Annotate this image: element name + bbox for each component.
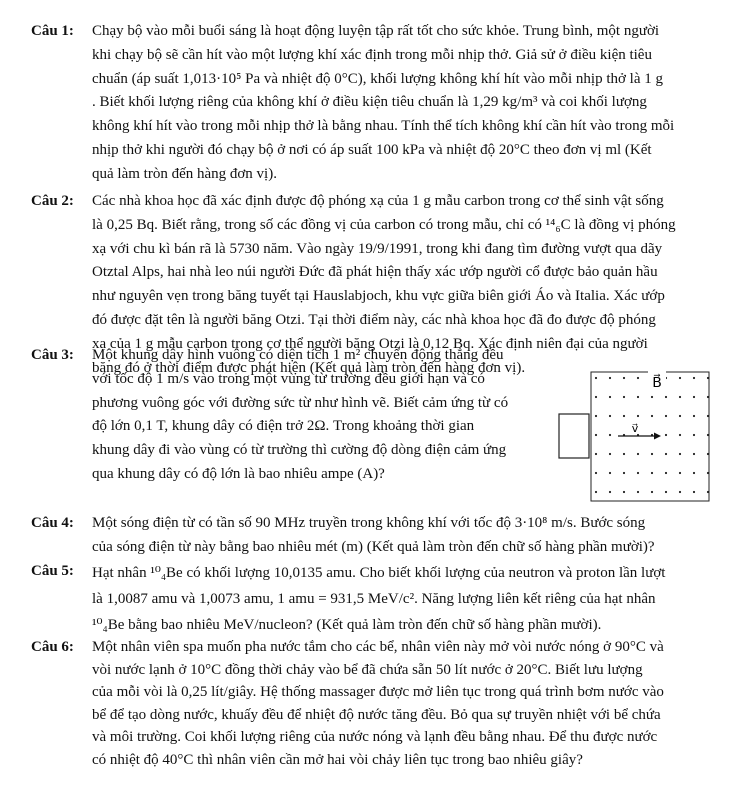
field-dot — [665, 453, 667, 455]
question-text — [92, 636, 710, 771]
field-dot — [623, 415, 625, 417]
field-dot — [665, 434, 667, 436]
field-dot — [637, 377, 639, 379]
text-line: qua khung dây có độ lớn là bao nhiêu ampe (A)? — [92, 465, 385, 482]
field-dot — [693, 491, 695, 493]
field-dot — [595, 415, 597, 417]
text-line: Một sóng điện từ có tần số 90 MHz truyền trong không khí với tốc độ 3·10⁸ m/s. Bước sóng — [92, 515, 646, 531]
field-dot — [651, 491, 653, 493]
field-dot — [707, 453, 709, 455]
velocity-arrowhead — [654, 433, 661, 440]
field-dot — [595, 491, 597, 493]
field-dot — [707, 377, 709, 379]
text-line: băng đó ở thời điểm được phát hiện (Kết quả làm tròn đến hàng đơn vị). — [92, 359, 526, 376]
field-dot — [637, 415, 639, 417]
field-dot — [693, 396, 695, 398]
text-line: bể để tạo dòng nước, khuấy đều để nhiệt độ nước tăng đều. Bỏ qua sự truyền nhiệt với bể chứa — [92, 706, 661, 723]
text-line: độ lớn 0,1 T, khung dây có điện trở 2Ω. Trong khoảng thời gian — [92, 418, 475, 435]
text-line: Một khung dây hình vuông có diện tích 1 m² chuyển động thẳng đều — [92, 347, 504, 363]
text-line: nhịp thở khi người đó chạy bộ ở nơi có áp suất 100 kPa và nhiệt độ 20°C theo đơn vị ml (Kết — [92, 141, 652, 158]
field-dot — [595, 396, 597, 398]
field-dot — [609, 491, 611, 493]
field-dot — [707, 472, 709, 474]
field-dot — [623, 472, 625, 474]
field-dot — [609, 396, 611, 398]
field-dot — [665, 472, 667, 474]
field-dot — [665, 491, 667, 493]
question-label: Câu 5: — [31, 563, 74, 579]
question-text — [92, 20, 710, 187]
field-dot — [609, 453, 611, 455]
field-dot — [651, 396, 653, 398]
field-dot — [679, 415, 681, 417]
field-dot — [595, 434, 597, 436]
velocity-label: v⃗ — [631, 423, 639, 435]
text-line: ¹⁰₄Be bằng bao nhiêu MeV/nucleon? (Kết quả làm tròn đến chữ số hàng phần mười). — [92, 617, 602, 633]
field-dot — [637, 453, 639, 455]
field-dot — [623, 491, 625, 493]
question-label: Câu 1: — [31, 23, 74, 39]
text-line: chuẩn (áp suất 1,013·10⁵ Pa và nhiệt độ 0°C), khối lượng không khí hít vào mỗi nhịp thở là 1 g — [92, 70, 663, 87]
field-dot — [637, 396, 639, 398]
field-dot — [595, 377, 597, 379]
question-label: Câu 6: — [31, 639, 74, 655]
field-dot — [707, 434, 709, 436]
field-dot — [651, 453, 653, 455]
field-dot — [693, 377, 695, 379]
text-line: Một nhân viên spa muốn pha nước tắm cho các bể, nhân viên này mở vòi nước nóng ở 90°C và — [92, 639, 664, 655]
field-dot — [693, 453, 695, 455]
field-dot — [707, 415, 709, 417]
field-dot — [595, 472, 597, 474]
field-dot — [651, 472, 653, 474]
text-line: Otztal Alps, hai nhà leo núi người Đức đã phát hiện thấy xác ướp người cổ được bảo quản hầu — [92, 264, 658, 281]
text-line: không khí hít vào trong mỗi nhịp thở là bằng nhau. Tính thể tích không khí cần hít vào trong mỗi — [92, 118, 675, 135]
field-dot — [679, 453, 681, 455]
field-dot — [637, 472, 639, 474]
field-dot — [651, 415, 653, 417]
field-dot — [679, 472, 681, 474]
field-dot — [707, 396, 709, 398]
field-dot — [609, 434, 611, 436]
text-line: có nhiệt độ 40°C thì nhân viên cần mở hai vòi chảy liên tục trong bao nhiêu giây? — [92, 751, 583, 768]
question-text — [92, 344, 554, 487]
text-line: của mỗi vòi là 0,25 lít/giây. Hệ thống massager được mở liên tục trong quá trình bơm nước vào — [92, 684, 664, 700]
field-dot — [679, 434, 681, 436]
field-dot — [693, 434, 695, 436]
question-label: Câu 3: — [31, 347, 74, 363]
text-line: xạ của 1 g mẫu carbon trong cơ thể người băng Otzi là 0,12 Bq. Xác định niên đại của người — [92, 335, 648, 352]
field-dot — [623, 396, 625, 398]
field-dots — [595, 377, 709, 493]
field-dot — [665, 415, 667, 417]
field-label: B⃗ — [652, 376, 662, 391]
text-line: của sóng điện từ này bằng bao nhiêu mét (m) (Kết quả làm tròn đến chữ số hàng phần mười)? — [92, 538, 655, 555]
text-line: Các nhà khoa học đã xác định được độ phóng xạ của 1 g mẫu carbon trong cơ thể sinh vật sống — [92, 193, 664, 209]
text-line: Chạy bộ vào mỗi buổi sáng là hoạt động luyện tập rất tốt cho sức khỏe. Trung bình, một người — [92, 23, 660, 39]
field-dot — [679, 396, 681, 398]
question-label: Câu 4: — [31, 515, 74, 531]
question-text — [92, 512, 710, 560]
text-line: là 0,25 Bq. Biết rằng, trong số các đồng vị của carbon có trong mẫu, chỉ có ¹⁴₆C là đồng vị phóng — [92, 216, 676, 233]
question-label: Câu 2: — [31, 193, 74, 209]
wire-frame — [559, 414, 589, 458]
text-line: khung dây đi vào vùng có từ trường thì cường độ dòng điện cảm ứng — [92, 442, 507, 459]
field-dot — [623, 453, 625, 455]
field-dot — [679, 491, 681, 493]
field-dot — [693, 472, 695, 474]
field-dot — [609, 415, 611, 417]
field-dot — [623, 377, 625, 379]
field-dot — [693, 415, 695, 417]
field-dot — [707, 491, 709, 493]
field-dot — [665, 396, 667, 398]
field-dot — [595, 453, 597, 455]
text-line: vòi nước lạnh ở 10°C đồng thời chảy vào bể đã chứa sẵn 50 lít nước ở 20°C. Biết lưu lượng — [92, 661, 643, 678]
text-line: đó được đặt tên là người băng Otzi. Tại thời điểm này, các nhà khoa học đã đo được độ phóng — [92, 311, 656, 328]
magnetic-field-figure — [558, 370, 711, 503]
text-line: Hạt nhân ¹⁰₄Be có khối lượng 10,0135 amu. Cho biết khối lượng của neutron và proton lần lượt — [92, 565, 666, 581]
text-line: quả làm tròn đến hàng đơn vị). — [92, 165, 277, 182]
field-diagram — [558, 370, 711, 503]
text-line: xạ với chu kì bán rã là 5730 năm. Vào ngày 19/9/1991, trong khi đang tìm đường vượt qua dãy — [92, 240, 663, 257]
question-text — [92, 560, 710, 638]
text-line: và môi trường. Coi khối lượng riêng của nước nóng và lạnh đều bằng nhau. Để thu được nước — [92, 729, 658, 745]
text-line: . Biết khối lượng riêng của không khí ở điều kiện tiêu chuẩn là 1,29 kg/m³ và coi khối lượng — [92, 94, 647, 111]
text-line: là 1,0087 amu và 1,0073 amu, 1 amu = 931,5 MeV/c². Năng lượng liên kết riêng của hạt nhân — [92, 591, 656, 607]
field-dot — [609, 377, 611, 379]
text-line: với tốc độ 1 m/s vào trong một vùng từ trường đều giới hạn và có — [92, 370, 485, 387]
text-line: phương vuông góc với đường sức từ như hình vẽ. Biết cảm ứng từ có — [92, 394, 509, 411]
field-dot — [679, 377, 681, 379]
field-dot — [609, 472, 611, 474]
text-line: như nguyên vẹn trong băng tuyết tại Hauslabjoch, khu vực giữa biên giới Áo và Italia. Xác ướp — [92, 288, 665, 305]
text-line: khi chạy bộ sẽ cần hít vào một lượng khí xác định trong mỗi nhịp thở. Giả sử ở điều kiện tiêu — [92, 46, 652, 63]
field-dot — [637, 491, 639, 493]
